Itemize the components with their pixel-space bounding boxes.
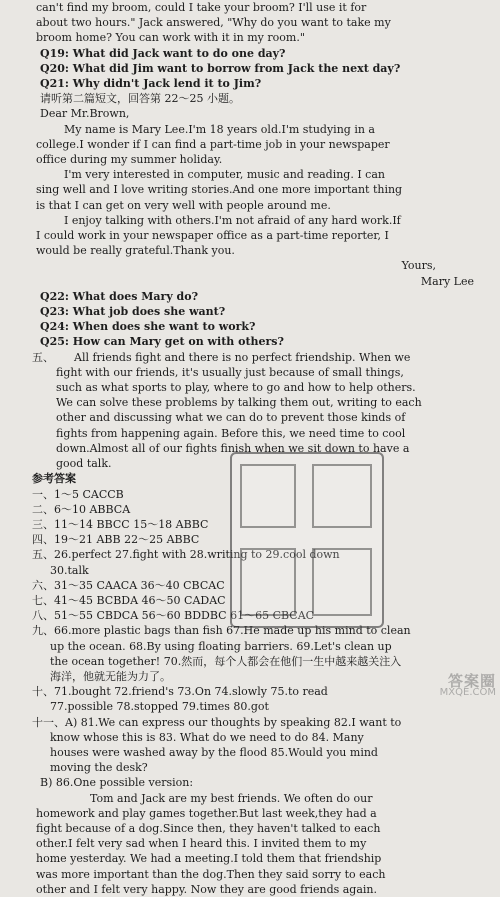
stamp-cell — [240, 548, 296, 616]
answer-line: know whose this is 83. What do we need to do 84. Many — [50, 730, 364, 744]
answer-line: 七、41～45 BCBDA 46～50 CADAC — [32, 593, 226, 607]
text-line: office during my summer holiday. — [36, 153, 223, 167]
text-line: I could work in your newspaper office as a part-time reporter, I — [36, 229, 389, 243]
watermark-text: 答案圈 — [447, 672, 496, 690]
sample-essay — [36, 791, 480, 897]
answer-line: 六、31～35 CAACA 36～40 CBCAC — [32, 578, 225, 592]
text-line: home yesterday. We had a meeting.I told them that friendship — [36, 852, 382, 866]
answer-line: 十、71.bought 72.friend's 73.On 74.slowly 75.to read — [32, 685, 328, 699]
stamp-cell — [312, 548, 372, 616]
question: Q21: Why didn't Jack lend it to Jim? — [40, 77, 262, 91]
answer-line: the ocean together! 70.然而，每个人都会在他们一生中越来越关注入 — [50, 654, 402, 668]
text-line: good talk. — [56, 457, 112, 471]
answer-line: 一、1～5 CACCB — [32, 487, 124, 501]
text-line: Tom and Jack are my best friends. We often do our — [90, 791, 373, 805]
letter-paragraph-3 — [36, 213, 480, 259]
question: Q22: What does Mary do? — [40, 289, 199, 303]
instruction: 请听第二篇短文，回答第 22～25 小题。 — [40, 92, 240, 106]
passage-1 — [36, 0, 480, 46]
text-line: can't find my broom, could I take your broom? I'll use it for — [36, 1, 367, 14]
answer-line: moving the desk? — [50, 761, 148, 775]
text-line: is that I can get on very well with people around me. — [36, 198, 331, 212]
answer-line: 十一、A) 81.We can express our thoughts by speaking 82.I want to — [32, 715, 402, 729]
stamp-cell — [240, 464, 296, 528]
question: Q20: What did Jim want to borrow from Jack the next day? — [40, 61, 401, 75]
watermark-logo — [416, 672, 496, 701]
text-line: sing well and I love writing stories.And one more important thing — [36, 183, 403, 197]
text-line: We can solve these problems by talking them out, writing to each — [56, 396, 422, 410]
text-line: fight with our friends, it's usually just because of small things, — [56, 365, 404, 379]
seal-stamp — [230, 452, 384, 628]
answer-line: 海洋，他就无能为力了。 — [50, 669, 171, 683]
watermark-url: MXQE.COM — [439, 687, 496, 698]
answer-line: 四、19～21 ABB 22～25 ABBC — [32, 533, 200, 547]
answer-line: 五、26.perfect 27.fight with 28.writing to 29.cool down — [32, 548, 340, 562]
answer-line: houses were washed away by the flood 85.Would you mind — [50, 745, 378, 759]
letter-signature: Mary Lee — [420, 274, 474, 288]
text-line: fight because of a dog.Since then, they haven't talked to each — [36, 821, 381, 835]
questions-22-25 — [36, 289, 480, 350]
letter-paragraph-2 — [36, 167, 480, 213]
answer-line: B) 86.One possible version: — [40, 776, 194, 790]
text-line: such as what sports to play, where to go and how to help others. — [56, 381, 416, 395]
text-line: I enjoy talking with others.I'm not afraid of any hard work.If — [64, 213, 401, 227]
text-line: broom home? You can work with it in my room." — [36, 31, 305, 45]
text-line: would be really grateful.Thank you. — [36, 244, 235, 258]
answer-line: 九、66.more plastic bags than fish 67.He made up his mind to clean — [32, 624, 411, 638]
text-line: I'm very interested in computer, music and reading. I can — [64, 168, 385, 182]
answer-line: 三、11～14 BBCC 15～18 ABBC — [32, 517, 209, 531]
text-line: about two hours." Jack answered, "Why do you want to take my — [36, 16, 391, 30]
text-line: college.I wonder if I can find a part-time job in your newspaper — [36, 137, 390, 151]
text-line: fights from happening again. Before this, we need time to cool — [56, 426, 406, 440]
question: Q25: How can Mary get on with others? — [40, 335, 284, 349]
answers-title: 参考答案 — [32, 472, 76, 486]
text-line: other.I felt very sad when I heard this. I invited them to my — [36, 837, 367, 851]
text-line: homework and play games together.But last week,they had a — [36, 806, 377, 820]
text-line: down.Almost all of our fights finish when we sit down to have a — [56, 441, 410, 455]
text-line: other and discussing what we can do to prevent those kinds of — [56, 411, 406, 425]
text-line: All friends fight and there is no perfect friendship. When we — [74, 350, 411, 364]
answer-line: 二、6～10 ABBCA — [32, 502, 131, 516]
answer-line: 77.possible 78.stopped 79.times 80.got — [50, 700, 269, 714]
section-marker: 五、 — [32, 350, 54, 364]
letter-greeting: Dear Mr.Brown, — [40, 107, 130, 121]
answer-line: up the ocean. 68.By using floating barriers. 69.Let's clean up — [50, 639, 392, 653]
question: Q19: What did Jack want to do one day? — [40, 46, 286, 60]
text-line: My name is Mary Lee.I'm 18 years old.I'm studying in a — [64, 122, 375, 136]
answer-line: 八、51～55 CBDCA 56～60 BDDBC 61～65 CBCAC — [32, 609, 315, 623]
text-line: other and I felt very happy. Now they are good friends again. — [36, 882, 378, 896]
letter-closing: Yours, — [401, 259, 436, 273]
question: Q24: When does she want to work? — [40, 320, 256, 334]
questions-19-21 — [36, 46, 480, 92]
answer-line: 30.talk — [50, 563, 89, 577]
question: Q23: What job does she want? — [40, 305, 226, 319]
stamp-cell — [312, 464, 372, 528]
letter-paragraph-1 — [36, 122, 480, 168]
text-line: was more important than the dog.Then they said sorry to each — [36, 867, 386, 881]
